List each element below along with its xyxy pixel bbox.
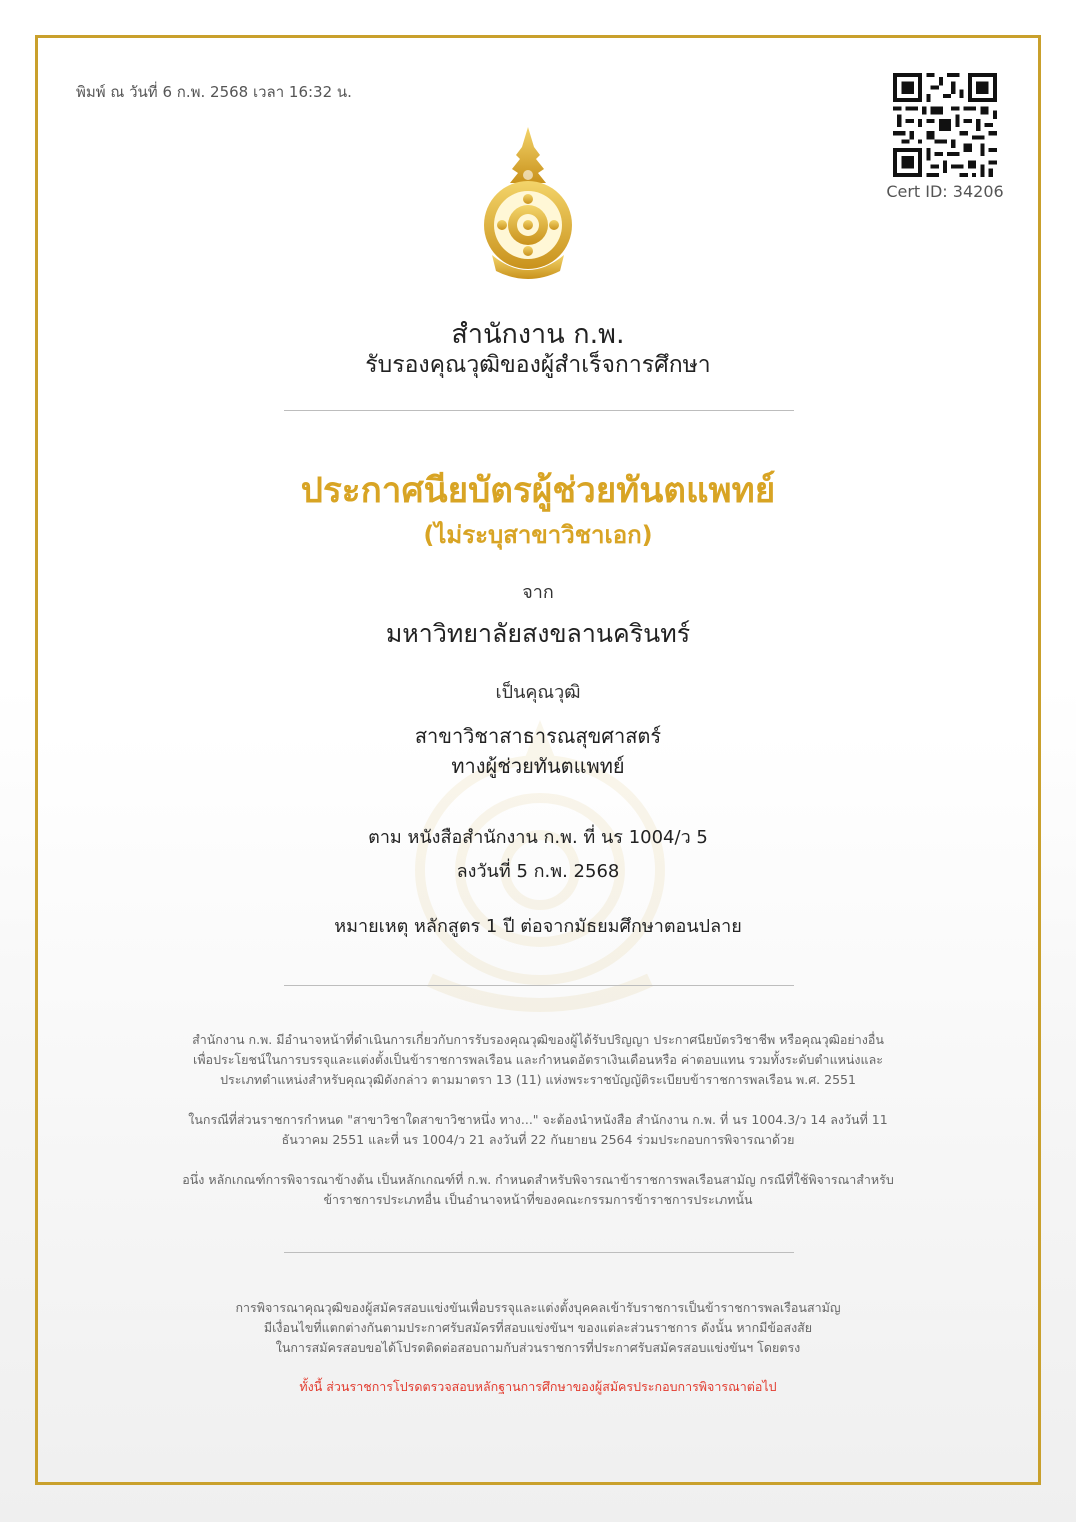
legal-paragraph-2 xyxy=(130,1110,946,1150)
divider xyxy=(284,985,794,986)
paragraph-line: อนึ่ง หลักเกณฑ์การพิจารณาข้างต้น เป็นหลักเกณฑ์ที่ ก.พ. กำหนดสำหรับพิจารณาข้าราชการพลเรือนสามัญ กรณีที่ใช้พิจารณาสำหรับ xyxy=(182,1172,894,1187)
qr-code-icon xyxy=(893,73,997,177)
divider xyxy=(284,1252,794,1253)
divider xyxy=(284,410,794,411)
paragraph-line: ธันวาคม 2551 และที่ นร 1004/ว 21 ลงวันที่ 22 กันยายน 2564 ร่วมประกอบการพิจารณาด้วย xyxy=(281,1132,795,1147)
course-note: หมายเหตุ หลักสูตร 1 ปี ต่อจากมัธยมศึกษาตอนปลาย xyxy=(334,916,742,937)
reference-line-2: ลงวันที่ 5 ก.พ. 2568 xyxy=(456,861,620,882)
reference-line-1: ตาม หนังสือสำนักงาน ก.พ. ที่ นร 1004/ว 5 xyxy=(368,827,708,848)
paragraph-line: ในการสมัครสอบขอได้โปรดติดต่อสอบถามกับส่วนราชการที่ประกาศรับสมัครสอบแข่งขันฯ โดยตรง xyxy=(275,1340,801,1355)
legal-paragraph-3 xyxy=(130,1170,946,1210)
paragraph-line: ประเภทตำแหน่งสำหรับคุณวุฒิดังกล่าว ตามมาตรา 13 (11) แห่งพระราชบัญญัติระเบียบข้าราชการพลเรือน พ.ศ. 2551 xyxy=(220,1072,856,1087)
paragraph-line: การพิจารณาคุณวุฒิของผู้สมัครสอบแข่งขันเพื่อบรรจุและแต่งตั้งบุคคลเข้ารับราชการเป็นข้าราชการพลเรือนสามัญ xyxy=(235,1300,841,1315)
institution-name: มหาวิทยาลัยสงขลานครินทร์ xyxy=(385,619,691,648)
ocsc-emblem-icon xyxy=(478,125,578,285)
paragraph-line: เพื่อประโยชน์ในการบรรจุและแต่งตั้งเป็นข้าราชการพลเรือน และกำหนดอัตราเงินเดือนหรือ ค่าตอบแทน รวมทั้งระดับตำแหน่งและ xyxy=(193,1052,883,1067)
paragraph-line: มีเงื่อนไขที่แตกต่างกันตามประกาศรับสมัครที่สอบแข่งขันฯ ของแต่ละส่วนราชการ ดังนั้น หากมีข้อสงสัย xyxy=(263,1320,813,1335)
qualification-line-1: สาขาวิชาสาธารณสุขศาสตร์ xyxy=(414,724,662,748)
cert-id: Cert ID: 34206 xyxy=(886,182,1004,201)
paragraph-line: ในกรณีที่ส่วนราชการกำหนด "สาขาวิชาใดสาขาวิชาหนึ่ง ทาง..." จะต้องนำหนังสือ สำนักงาน ก.พ. ที่ นร 1004.3/ว 14 ลงวันที่ 11 xyxy=(188,1112,888,1127)
applicant-notice xyxy=(130,1298,946,1358)
qualification-label: เป็นคุณวุฒิ xyxy=(495,682,581,703)
warning-text: ทั้งนี้ ส่วนราชการโปรดตรวจสอบหลักฐานการศึกษาของผู้สมัครประกอบการพิจารณาต่อไป xyxy=(299,1379,777,1394)
print-timestamp: พิมพ์ ณ วันที่ 6 ก.พ. 2568 เวลา 16:32 น. xyxy=(76,83,352,101)
paragraph-line: สำนักงาน ก.พ. มีอำนาจหน้าที่ดำเนินการเกี่ยวกับการรับรองคุณวุฒิของผู้ได้รับปริญญา ประกาศนียบัตรวิชาชีพ หรือคุณวุฒิอย่างอื่น xyxy=(192,1032,884,1047)
verification-warning xyxy=(130,1377,946,1397)
issuer-subtitle: รับรองคุณวุฒิของผู้สำเร็จการศึกษา xyxy=(365,352,711,378)
certificate-title: ประกาศนียบัตรผู้ช่วยทันตแพทย์ xyxy=(300,471,776,511)
issuer-name: สำนักงาน ก.พ. xyxy=(451,319,625,350)
paragraph-line: ข้าราชการประเภทอื่น เป็นอำนาจหน้าที่ของคณะกรรมการข้าราชการประเภทนั้น xyxy=(323,1192,753,1207)
from-label: จาก xyxy=(522,582,554,603)
legal-paragraph-1 xyxy=(130,1030,946,1090)
qualification-line-2: ทางผู้ช่วยทันตแพทย์ xyxy=(451,754,625,778)
certificate-subtitle: (ไม่ระบุสาขาวิชาเอก) xyxy=(423,521,653,549)
